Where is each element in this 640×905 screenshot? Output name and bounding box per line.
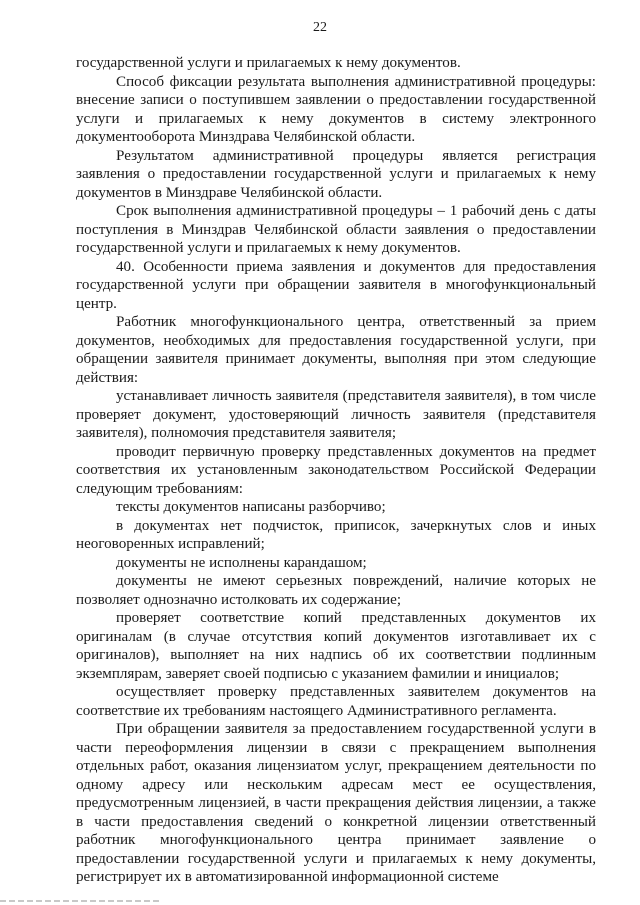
paragraph: При обращении заявителя за предоставлением государственной услуги в части переоформления лицензии в связи с прекращением выполнения отдельных работ, оказания лицензиатом услуг, прекращением деятельности по одному адресу или нескольким адресам мест ее осуществления, предусмотренным лицензией, в части прекращения действия лицензии, а также в части предоставления сведений о конкретной лицензии ответственный работник многофункционального центра принимает заявление о предоставлении государственной услуги и прилагаемых к нему документы, регистрирует их в автоматизированной информационной системе xyxy=(76,721,596,885)
paragraph: в документах нет подчисток, приписок, зачеркнутых слов и иных неоговоренных исправлений; xyxy=(76,517,596,552)
paragraph: тексты документов написаны разборчиво; xyxy=(116,499,386,515)
paragraph: документы не исполнены карандашом; xyxy=(116,554,367,571)
scan-artifact-line xyxy=(0,900,160,902)
paragraph: 40. Особенности приема заявления и документов для предоставления государственной услуги при обращении заявителя в многофункциональный центр. xyxy=(76,258,596,312)
paragraph: Работник многофункционального центра, ответственный за прием документов, необходимых для предоставления государственной услуги, при обращении заявителя принимает документы, выполняя при этом следующие действия: xyxy=(76,314,596,386)
paragraph: Способ фиксации результата выполнения административной процедуры: внесение записи о поступившем заявлении о предоставлении государственной услуги и прилагаемых к нему документов в систему электронного документооборота Минздрава Челябинской области. xyxy=(76,73,596,145)
paragraph: проводит первичную проверку представленных документов на предмет соответствия их установленным законодательством Российской Федерации следующим требованиям: xyxy=(76,443,596,497)
paragraph: Результатом административной процедуры является регистрация заявления о предоставлении государственной услуги и прилагаемых к нему документов в Минздраве Челябинской области. xyxy=(76,147,596,201)
paragraph: проверяет соответствие копий представленных документов их оригиналам (в случае отсутствия копий документов изготавливает их с оригиналов), выполняет на них надпись об их соответствии подлинным экземплярам, заверяет своей подписью с указанием фамилии и инициалов; xyxy=(76,610,596,682)
page-number: 22 xyxy=(313,20,327,35)
document-body xyxy=(76,54,596,887)
paragraph: Срок выполнения административной процедуры – 1 рабочий день с даты поступления в Минздрав Челябинской области заявления о предоставлении государственной услуги и прилагаемых к нему документов. xyxy=(76,203,596,256)
paragraph: устанавливает личность заявителя (представителя заявителя), в том числе проверяет документ, удостоверяющий личность заявителя (представителя заявителя), полномочия представителя заявителя; xyxy=(76,388,596,441)
paragraph: государственной услуги и прилагаемых к нему документов. xyxy=(76,55,461,71)
paragraph: осуществляет проверку представленных заявителем документов на соответствие их требованиям настоящего Административного регламента. xyxy=(76,684,596,719)
paragraph: документы не имеют серьезных повреждений, наличие которых не позволяет однозначно истолковать их содержание; xyxy=(76,573,596,608)
